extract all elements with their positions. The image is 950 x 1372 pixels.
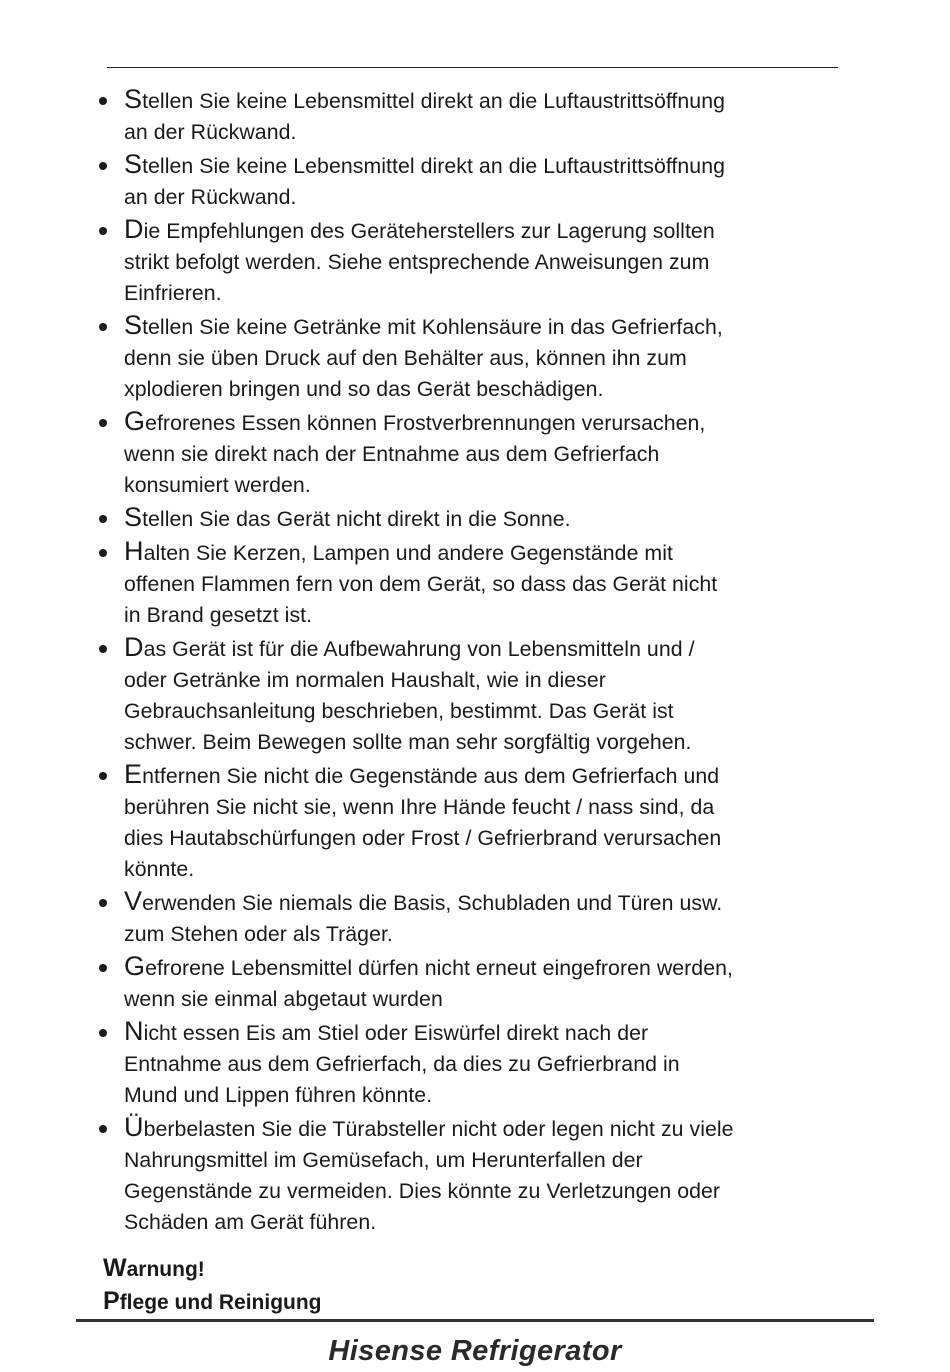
- list-item: [96, 502, 826, 535]
- bullet-icon: [99, 1029, 107, 1037]
- list-item: [96, 1016, 826, 1111]
- list-item: [96, 84, 826, 148]
- list-item-text: Verwenden Sie niemals die Basis, Schubladen und Türen usw. zum Stehen oder als Träger.: [124, 886, 723, 946]
- list-item-text: Das Gerät ist für die Aufbewahrung von Lebensmitteln und / oder Getränke im normalen Haushalt, wie in dieser Gebrauchsanleitung beschrieben, bestimmt. Das Gerät ist schwer. Beim Bewegen sollte man sehr sorgfältig vorgehen.: [124, 632, 695, 754]
- bullet-icon: [99, 515, 107, 523]
- list-item: [96, 1112, 826, 1238]
- list-item: [96, 886, 826, 950]
- list-item-text: Stellen Sie keine Getränke mit Kohlensäure in das Gefrierfach, denn sie üben Druck auf den Behälter aus, können ihn zum xplodieren bringen und so das Gerät beschädigen.: [124, 310, 723, 401]
- bullet-icon: [99, 645, 107, 653]
- bullet-icon: [99, 97, 107, 105]
- list-item-text: Nicht essen Eis am Stiel oder Eiswürfel direkt nach der Entnahme aus dem Gefrierfach, da dies zu Gefrierbrand in Mund und Lippen führen könnte.: [124, 1016, 680, 1107]
- bullet-icon: [99, 419, 107, 427]
- bullet-icon: [99, 772, 107, 780]
- bullet-icon: [99, 549, 107, 557]
- bullet-icon: [99, 162, 107, 170]
- list-item: [96, 632, 826, 758]
- list-item: [96, 214, 826, 309]
- list-item: [96, 406, 826, 501]
- list-item-text: Die Empfehlungen des Geräteherstellers zur Lagerung sollten strikt befolgt werden. Siehe entsprechende Anweisungen zum Einfrieren.: [124, 214, 715, 305]
- bullet-icon: [99, 227, 107, 235]
- list-item-text: Gefrorene Lebensmittel dürfen nicht erneut eingefroren werden, wenn sie einmal abgetaut wurden: [124, 951, 733, 1011]
- list-item-text: Entfernen Sie nicht die Gegenstände aus dem Gefrierfach und berühren Sie nicht sie, wenn Ihre Hände feucht / nass sind, da dies Hautabschürfungen oder Frost / Gefrierbrand verursachen könnte.: [124, 759, 722, 881]
- list-item-text: Stellen Sie das Gerät nicht direkt in die Sonne.: [124, 502, 571, 532]
- list-item-text: Überbelasten Sie die Türabsteller nicht oder legen nicht zu viele Nahrungsmittel im Gemüsefach, um Herunterfallen der Gegenstände zu vermeiden. Dies könnte zu Verletzungen oder Schäden am Gerät führen.: [124, 1112, 734, 1234]
- list-item-text: Halten Sie Kerzen, Lampen und andere Gegenstände mit offenen Flammen fern von dem Gerät, so dass das Gerät nicht in Brand gesetzt ist.: [124, 536, 718, 627]
- warning-heading: Warnung!: [103, 1254, 205, 1282]
- list-item-text: Stellen Sie keine Lebensmittel direkt an die Luftaustrittsöffnung an der Rückwand.: [124, 149, 725, 209]
- bullet-icon: [99, 1125, 107, 1133]
- care-cleaning-heading: Pflege und Reinigung: [103, 1287, 322, 1315]
- safety-bullet-list: [96, 84, 826, 1239]
- bullet-icon: [99, 964, 107, 972]
- list-item: [96, 310, 826, 405]
- list-item: [96, 536, 826, 631]
- list-item-text: Stellen Sie keine Lebensmittel direkt an die Luftaustrittsöffnung an der Rückwand.: [124, 84, 725, 144]
- list-item-text: Gefrorenes Essen können Frostverbrennungen verursachen, wenn sie direkt nach der Entnahme aus dem Gefrierfach konsumiert werden.: [124, 406, 706, 497]
- footer-divider: [76, 1319, 874, 1322]
- bullet-icon: [99, 323, 107, 331]
- bullet-icon: [99, 899, 107, 907]
- top-divider: [107, 67, 838, 68]
- list-item: [96, 759, 826, 885]
- list-item: [96, 951, 826, 1015]
- footer-brand-title: Hisense Refrigerator: [328, 1335, 622, 1367]
- list-item: [96, 149, 826, 213]
